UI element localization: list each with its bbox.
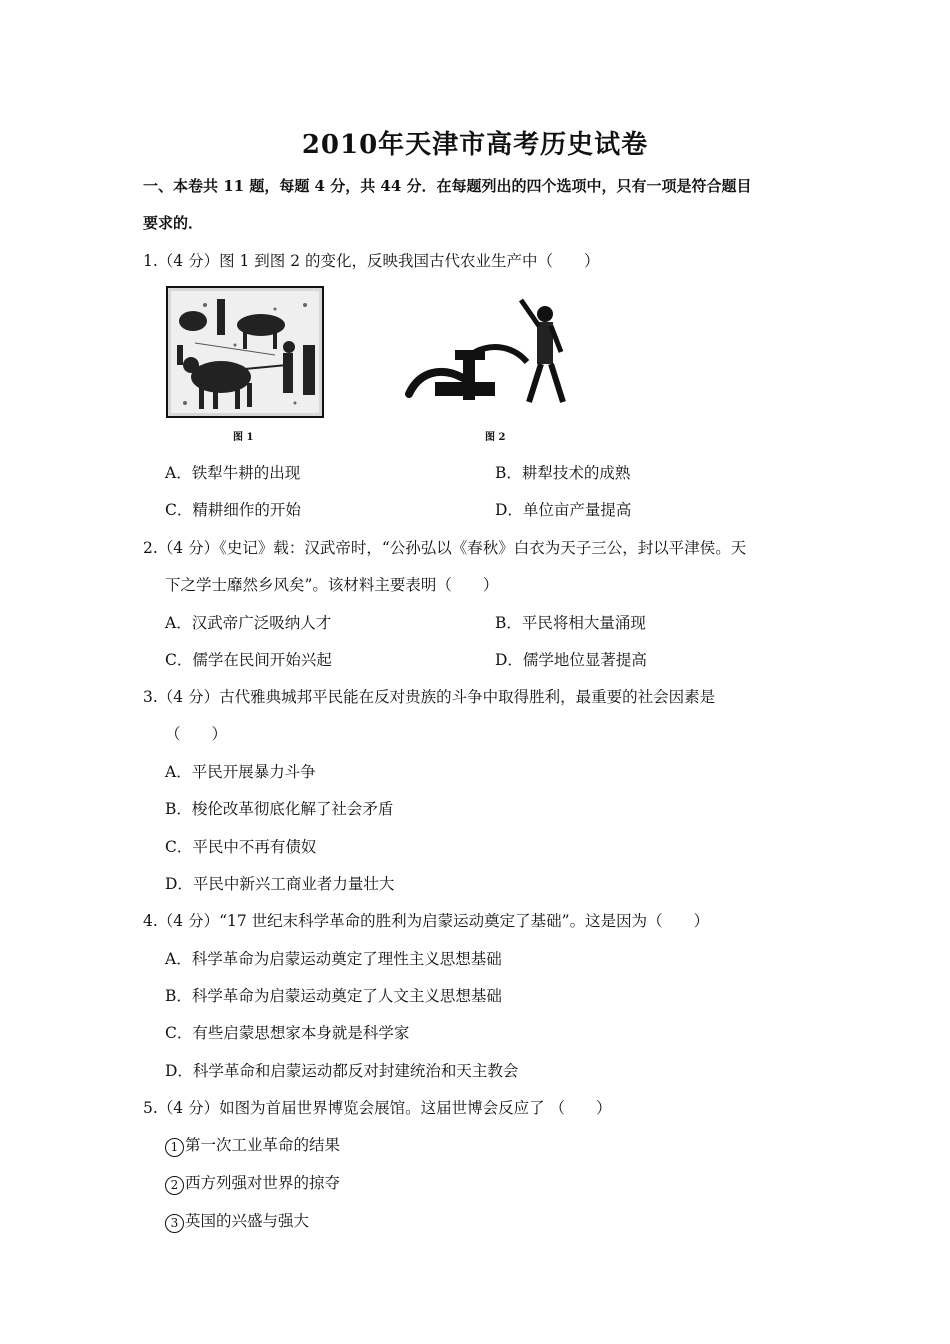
question-2-option-d: D．儒学地位显著提高 xyxy=(495,651,647,669)
question-5-item-2-text: 西方列强对世界的掠夺 xyxy=(185,1174,341,1192)
page-title: 2010年天津市高考历史试卷 xyxy=(301,130,649,160)
question-3-option-d: D．平民中新兴工商业者力量壮大 xyxy=(165,875,395,893)
question-5-item-1-text: 第一次工业革命的结果 xyxy=(185,1136,341,1154)
figure-2-curved-plow-image xyxy=(405,292,575,412)
question-2-option-c: C．儒学在民间开始兴起 xyxy=(165,651,332,669)
circled-number-3: 3 xyxy=(165,1214,184,1233)
circled-number-1: 1 xyxy=(165,1138,184,1157)
question-5-item-3 xyxy=(165,1209,309,1233)
figure-1-ox-plow-image xyxy=(165,285,325,420)
question-3-option-a: A．平民开展暴力斗争 xyxy=(165,763,316,781)
question-5-stem: 5.（4 分）如图为首届世界博览会展馆。这届世博会反应了 （ ） xyxy=(143,1099,612,1117)
question-3-stem-line2: （ ） xyxy=(165,725,228,743)
question-1-option-c: C．精耕细作的开始 xyxy=(165,501,301,519)
question-1-option-b: B．耕犁技术的成熟 xyxy=(495,464,631,482)
question-2-stem-line1: 2.（4 分）《史记》载：汉武帝时，“公孙弘以《春秋》白衣为天子三公，封以平津侯。天 xyxy=(143,539,747,557)
question-3-stem-line1: 3.（4 分）古代雅典城邦平民能在反对贵族的斗争中取得胜利，最重要的社会因素是 xyxy=(143,688,716,706)
question-4-stem: 4.（4 分）“17 世纪末科学革命的胜利为启蒙运动奠定了基础”。这是因为（ ） xyxy=(143,912,710,930)
question-3-option-b: B．梭伦改革彻底化解了社会矛盾 xyxy=(165,800,394,818)
question-1-option-d: D．单位亩产量提高 xyxy=(495,501,632,519)
question-4-option-c: C．有些启蒙思想家本身就是科学家 xyxy=(165,1024,410,1042)
question-5-item-1 xyxy=(165,1133,340,1157)
question-2-option-b: B．平民将相大量涌现 xyxy=(495,614,646,632)
question-2-stem-line2: 下之学士靡然乡风矣”。该材料主要表明（ ） xyxy=(165,576,499,594)
question-4-option-b: B．科学革命为启蒙运动奠定了人文主义思想基础 xyxy=(165,987,502,1005)
question-4-option-a: A．科学革命为启蒙运动奠定了理性主义思想基础 xyxy=(165,950,502,968)
figure-2-caption: 图 2 xyxy=(485,432,506,443)
question-4-option-d: D．科学革命和启蒙运动都反对封建统治和天主教会 xyxy=(165,1062,519,1080)
circled-number-2: 2 xyxy=(165,1176,184,1195)
section-instructions-line2: 要求的． xyxy=(143,214,204,232)
question-5-item-2 xyxy=(165,1171,340,1195)
question-3-option-c: C．平民中不再有债奴 xyxy=(165,838,317,856)
section-instructions-line1: 一、本卷共 11 题，每题 4 分，共 44 分．在每题列出的四个选项中，只有一项是符合题目 xyxy=(143,177,752,195)
figure-1-caption: 图 1 xyxy=(233,432,254,443)
question-2-option-a: A．汉武帝广泛吸纳人才 xyxy=(165,614,332,632)
question-1-option-a: A．铁犁牛耕的出现 xyxy=(165,464,301,482)
question-5-item-3-text: 英国的兴盛与强大 xyxy=(185,1212,310,1230)
question-1-stem: 1.（4 分）图 1 到图 2 的变化，反映我国古代农业生产中（ ） xyxy=(143,252,600,270)
